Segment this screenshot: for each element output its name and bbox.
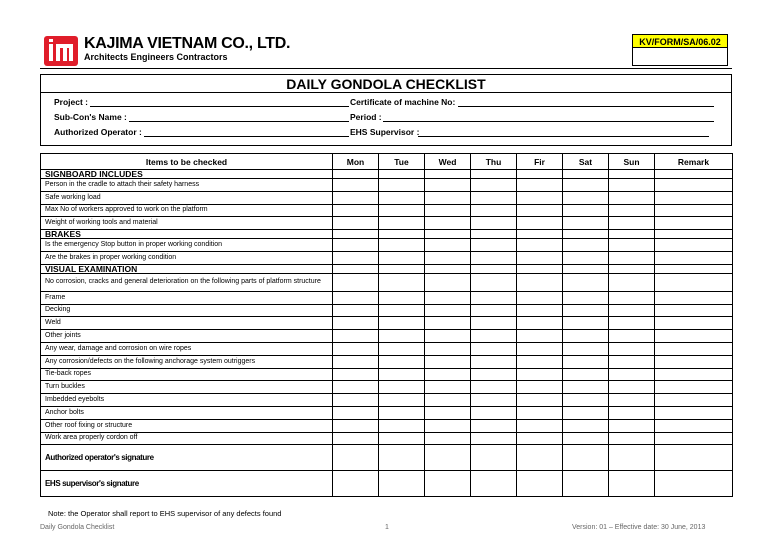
check-cell[interactable] <box>471 239 517 252</box>
check-cell[interactable] <box>425 291 471 304</box>
footer-page-number: 1 <box>385 524 389 531</box>
check-cell[interactable] <box>379 394 425 407</box>
checklist-table <box>40 153 733 497</box>
title-divider <box>40 92 732 93</box>
check-cell[interactable] <box>425 179 471 192</box>
check-cell[interactable] <box>609 304 655 317</box>
check-cell[interactable] <box>333 191 379 204</box>
operator-label: Authorized Operator : <box>54 127 142 137</box>
check-cell[interactable] <box>517 317 563 330</box>
check-cell[interactable] <box>425 432 471 445</box>
check-cell[interactable] <box>609 406 655 419</box>
item-label: Turn buckles <box>41 381 333 394</box>
check-cell[interactable] <box>609 273 655 291</box>
check-cell[interactable] <box>425 273 471 291</box>
remark-cell[interactable] <box>655 273 733 291</box>
check-cell[interactable] <box>471 330 517 343</box>
check-cell[interactable] <box>609 291 655 304</box>
defect-note: Note: the Operator shall report to EHS supervisor of any defects found <box>48 509 282 518</box>
check-cell[interactable] <box>333 239 379 252</box>
remark-cell[interactable] <box>655 304 733 317</box>
form-code: KV/FORM/SA/06.02 <box>632 34 728 48</box>
sub-con-field[interactable] <box>129 112 349 122</box>
check-cell[interactable] <box>517 381 563 394</box>
check-cell[interactable] <box>425 330 471 343</box>
remark-cell[interactable] <box>655 170 733 179</box>
check-cell[interactable] <box>471 406 517 419</box>
table-row <box>41 394 733 407</box>
check-cell[interactable] <box>471 432 517 445</box>
check-cell[interactable] <box>333 170 379 179</box>
item-label: EHS supervisor's signature <box>41 471 333 497</box>
check-cell[interactable] <box>425 239 471 252</box>
check-cell[interactable] <box>379 419 425 432</box>
project-label: Project : <box>54 97 89 107</box>
check-cell[interactable] <box>609 394 655 407</box>
check-cell[interactable] <box>379 304 425 317</box>
remark-cell[interactable] <box>655 217 733 230</box>
check-cell[interactable] <box>609 381 655 394</box>
item-label: Other roof fixing or structure <box>41 419 333 432</box>
check-cell[interactable] <box>517 304 563 317</box>
company-logo <box>44 36 78 66</box>
remark-cell[interactable] <box>655 317 733 330</box>
column-header: Sun <box>609 154 655 170</box>
check-cell[interactable] <box>471 230 517 239</box>
check-cell[interactable] <box>563 432 609 445</box>
check-cell[interactable] <box>333 342 379 355</box>
check-cell[interactable] <box>563 368 609 381</box>
check-cell[interactable] <box>333 368 379 381</box>
check-cell[interactable] <box>333 230 379 239</box>
check-cell[interactable] <box>609 471 655 497</box>
table-row <box>41 419 733 432</box>
check-cell[interactable] <box>333 264 379 273</box>
certificate-label: Certificate of machine No: <box>350 97 456 107</box>
check-cell[interactable] <box>379 432 425 445</box>
remark-cell[interactable] <box>655 251 733 264</box>
remark-cell[interactable] <box>655 330 733 343</box>
check-cell[interactable] <box>609 419 655 432</box>
item-label: Any corrosion/defects on the following anchorage system outriggers <box>41 355 333 368</box>
check-cell[interactable] <box>471 251 517 264</box>
remark-cell[interactable] <box>655 471 733 497</box>
table-row <box>41 471 733 497</box>
period-label: Period : <box>350 112 382 122</box>
remark-cell[interactable] <box>655 368 733 381</box>
table-row <box>41 317 733 330</box>
check-cell[interactable] <box>471 179 517 192</box>
column-header: Thu <box>471 154 517 170</box>
check-cell[interactable] <box>517 291 563 304</box>
check-cell[interactable] <box>425 217 471 230</box>
item-label: Is the emergency Stop button in proper working condition <box>41 239 333 252</box>
check-cell[interactable] <box>471 204 517 217</box>
check-cell[interactable] <box>379 230 425 239</box>
check-cell[interactable] <box>471 304 517 317</box>
check-cell[interactable] <box>333 317 379 330</box>
check-cell[interactable] <box>471 273 517 291</box>
check-cell[interactable] <box>517 179 563 192</box>
check-cell[interactable] <box>563 381 609 394</box>
table-row <box>41 432 733 445</box>
check-cell[interactable] <box>609 179 655 192</box>
check-cell[interactable] <box>379 217 425 230</box>
check-cell[interactable] <box>425 170 471 179</box>
check-cell[interactable] <box>563 191 609 204</box>
column-header: Fir <box>517 154 563 170</box>
check-cell[interactable] <box>517 273 563 291</box>
check-cell[interactable] <box>563 251 609 264</box>
item-label: Safe working load <box>41 191 333 204</box>
check-cell[interactable] <box>471 291 517 304</box>
check-cell[interactable] <box>517 191 563 204</box>
certificate-field[interactable] <box>458 97 714 107</box>
check-cell[interactable] <box>425 355 471 368</box>
column-header: Sat <box>563 154 609 170</box>
item-label: Tie-back ropes <box>41 368 333 381</box>
check-cell[interactable] <box>609 355 655 368</box>
check-cell[interactable] <box>379 317 425 330</box>
check-cell[interactable] <box>471 355 517 368</box>
table-row <box>41 191 733 204</box>
table-row <box>41 273 733 291</box>
ehs-supervisor-field[interactable] <box>418 127 709 137</box>
remark-cell[interactable] <box>655 406 733 419</box>
table-header-row <box>41 154 733 170</box>
check-cell[interactable] <box>379 239 425 252</box>
check-cell[interactable] <box>517 368 563 381</box>
check-cell[interactable] <box>379 471 425 497</box>
check-cell[interactable] <box>425 204 471 217</box>
check-cell[interactable] <box>425 381 471 394</box>
check-cell[interactable] <box>609 445 655 471</box>
remark-cell[interactable] <box>655 264 733 273</box>
check-cell[interactable] <box>563 342 609 355</box>
item-label: Other joints <box>41 330 333 343</box>
remark-cell[interactable] <box>655 230 733 239</box>
check-cell[interactable] <box>333 217 379 230</box>
check-cell[interactable] <box>563 291 609 304</box>
item-label: Any wear, damage and corrosion on wire ropes <box>41 342 333 355</box>
table-row <box>41 304 733 317</box>
checklist-body <box>41 170 733 497</box>
check-cell[interactable] <box>471 264 517 273</box>
check-cell[interactable] <box>471 342 517 355</box>
check-cell[interactable] <box>563 304 609 317</box>
company-tagline: Architects Engineers Contractors <box>84 52 228 62</box>
check-cell[interactable] <box>563 273 609 291</box>
check-cell[interactable] <box>471 419 517 432</box>
check-cell[interactable] <box>517 406 563 419</box>
check-cell[interactable] <box>425 471 471 497</box>
check-cell[interactable] <box>379 179 425 192</box>
check-cell[interactable] <box>333 330 379 343</box>
item-label: Authorized operator's signature <box>41 445 333 471</box>
table-row <box>41 179 733 192</box>
sub-con-label: Sub-Con's Name : <box>54 112 127 122</box>
check-cell[interactable] <box>563 264 609 273</box>
column-header: Tue <box>379 154 425 170</box>
table-row <box>41 291 733 304</box>
check-cell[interactable] <box>563 170 609 179</box>
table-row <box>41 381 733 394</box>
check-cell[interactable] <box>517 394 563 407</box>
check-cell[interactable] <box>471 381 517 394</box>
check-cell[interactable] <box>471 217 517 230</box>
check-cell[interactable] <box>471 170 517 179</box>
check-cell[interactable] <box>517 204 563 217</box>
item-label: Weight of working tools and material <box>41 217 333 230</box>
check-cell[interactable] <box>379 368 425 381</box>
check-cell[interactable] <box>563 406 609 419</box>
remark-cell[interactable] <box>655 394 733 407</box>
item-label: Are the brakes in proper working condition <box>41 251 333 264</box>
check-cell[interactable] <box>379 355 425 368</box>
remark-cell[interactable] <box>655 445 733 471</box>
period-field[interactable] <box>383 112 714 122</box>
check-cell[interactable] <box>333 381 379 394</box>
section-label: VISUAL EXAMINATION <box>41 264 333 273</box>
check-cell[interactable] <box>609 217 655 230</box>
section-row <box>41 264 733 273</box>
check-cell[interactable] <box>517 230 563 239</box>
table-row <box>41 406 733 419</box>
check-cell[interactable] <box>425 368 471 381</box>
remark-cell[interactable] <box>655 432 733 445</box>
check-cell[interactable] <box>425 230 471 239</box>
check-cell[interactable] <box>471 317 517 330</box>
check-cell[interactable] <box>425 419 471 432</box>
check-cell[interactable] <box>379 445 425 471</box>
check-cell[interactable] <box>333 432 379 445</box>
check-cell[interactable] <box>517 342 563 355</box>
check-cell[interactable] <box>425 445 471 471</box>
project-field[interactable] <box>90 97 349 107</box>
remark-cell[interactable] <box>655 342 733 355</box>
check-cell[interactable] <box>425 304 471 317</box>
column-header: Items to be checked <box>41 154 333 170</box>
check-cell[interactable] <box>333 204 379 217</box>
remark-cell[interactable] <box>655 179 733 192</box>
item-label: Decking <box>41 304 333 317</box>
check-cell[interactable] <box>517 445 563 471</box>
check-cell[interactable] <box>379 191 425 204</box>
check-cell[interactable] <box>379 170 425 179</box>
check-cell[interactable] <box>471 471 517 497</box>
check-cell[interactable] <box>425 251 471 264</box>
check-cell[interactable] <box>333 419 379 432</box>
check-cell[interactable] <box>379 273 425 291</box>
check-cell[interactable] <box>563 239 609 252</box>
check-cell[interactable] <box>609 368 655 381</box>
check-cell[interactable] <box>609 264 655 273</box>
check-cell[interactable] <box>379 342 425 355</box>
check-cell[interactable] <box>609 342 655 355</box>
check-cell[interactable] <box>517 239 563 252</box>
table-row <box>41 368 733 381</box>
check-cell[interactable] <box>563 394 609 407</box>
check-cell[interactable] <box>333 291 379 304</box>
check-cell[interactable] <box>517 355 563 368</box>
check-cell[interactable] <box>379 291 425 304</box>
item-label: No corrosion, cracks and general deterioration on the following parts of platform structure <box>41 273 333 291</box>
check-cell[interactable] <box>333 445 379 471</box>
footer-doc-name: Daily Gondola Checklist <box>40 524 115 531</box>
remark-cell[interactable] <box>655 191 733 204</box>
check-cell[interactable] <box>563 217 609 230</box>
document-title: DAILY GONDOLA CHECKLIST <box>286 76 486 92</box>
check-cell[interactable] <box>425 394 471 407</box>
check-cell[interactable] <box>609 204 655 217</box>
table-row <box>41 445 733 471</box>
column-header: Remark <box>655 154 733 170</box>
check-cell[interactable] <box>517 432 563 445</box>
check-cell[interactable] <box>517 471 563 497</box>
check-cell[interactable] <box>333 471 379 497</box>
table-row <box>41 355 733 368</box>
header-divider <box>40 68 732 69</box>
check-cell[interactable] <box>609 317 655 330</box>
column-header: Wed <box>425 154 471 170</box>
check-cell[interactable] <box>333 355 379 368</box>
check-cell[interactable] <box>333 251 379 264</box>
section-label: SIGNBOARD INCLUDES <box>41 170 333 179</box>
check-cell[interactable] <box>425 406 471 419</box>
item-label: Imbedded eyebolts <box>41 394 333 407</box>
check-cell[interactable] <box>563 471 609 497</box>
check-cell[interactable] <box>563 179 609 192</box>
ehs-supervisor-label: EHS Supervisor : <box>350 127 420 137</box>
check-cell[interactable] <box>471 368 517 381</box>
table-row <box>41 251 733 264</box>
check-cell[interactable] <box>563 419 609 432</box>
item-label: Frame <box>41 291 333 304</box>
remark-cell[interactable] <box>655 355 733 368</box>
check-cell[interactable] <box>425 342 471 355</box>
company-name: KAJIMA VIETNAM CO., LTD. <box>84 35 291 52</box>
section-row <box>41 170 733 179</box>
check-cell[interactable] <box>471 445 517 471</box>
check-cell[interactable] <box>609 330 655 343</box>
item-label: Weld <box>41 317 333 330</box>
check-cell[interactable] <box>609 251 655 264</box>
check-cell[interactable] <box>471 191 517 204</box>
check-cell[interactable] <box>609 191 655 204</box>
table-row <box>41 204 733 217</box>
check-cell[interactable] <box>425 264 471 273</box>
check-cell[interactable] <box>609 170 655 179</box>
check-cell[interactable] <box>563 330 609 343</box>
footer-version: Version: 01 – Effective date: 30 June, 2013 <box>572 524 706 531</box>
check-cell[interactable] <box>333 273 379 291</box>
check-cell[interactable] <box>379 330 425 343</box>
remark-cell[interactable] <box>655 239 733 252</box>
operator-field[interactable] <box>144 127 349 137</box>
remark-cell[interactable] <box>655 291 733 304</box>
check-cell[interactable] <box>333 179 379 192</box>
check-cell[interactable] <box>425 191 471 204</box>
check-cell[interactable] <box>517 330 563 343</box>
check-cell[interactable] <box>563 230 609 239</box>
check-cell[interactable] <box>333 394 379 407</box>
section-label: BRAKES <box>41 230 333 239</box>
check-cell[interactable] <box>517 419 563 432</box>
check-cell[interactable] <box>609 432 655 445</box>
check-cell[interactable] <box>609 230 655 239</box>
check-cell[interactable] <box>517 251 563 264</box>
check-cell[interactable] <box>609 239 655 252</box>
check-cell[interactable] <box>379 406 425 419</box>
remark-cell[interactable] <box>655 204 733 217</box>
item-label: Person in the cradle to attach their safety harness <box>41 179 333 192</box>
item-label: Work area properly cordon off <box>41 432 333 445</box>
check-cell[interactable] <box>563 445 609 471</box>
check-cell[interactable] <box>471 394 517 407</box>
check-cell[interactable] <box>333 406 379 419</box>
table-row <box>41 239 733 252</box>
table-row <box>41 330 733 343</box>
check-cell[interactable] <box>563 317 609 330</box>
item-label: Max No of workers approved to work on the platform <box>41 204 333 217</box>
remark-cell[interactable] <box>655 381 733 394</box>
section-row <box>41 230 733 239</box>
check-cell[interactable] <box>517 264 563 273</box>
column-header: Mon <box>333 154 379 170</box>
check-cell[interactable] <box>517 170 563 179</box>
item-label: Anchor bolts <box>41 406 333 419</box>
check-cell[interactable] <box>425 317 471 330</box>
check-cell[interactable] <box>563 204 609 217</box>
table-row <box>41 217 733 230</box>
remark-cell[interactable] <box>655 419 733 432</box>
check-cell[interactable] <box>379 204 425 217</box>
check-cell[interactable] <box>517 217 563 230</box>
check-cell[interactable] <box>379 381 425 394</box>
check-cell[interactable] <box>379 264 425 273</box>
check-cell[interactable] <box>563 355 609 368</box>
check-cell[interactable] <box>379 251 425 264</box>
table-row <box>41 342 733 355</box>
check-cell[interactable] <box>333 304 379 317</box>
